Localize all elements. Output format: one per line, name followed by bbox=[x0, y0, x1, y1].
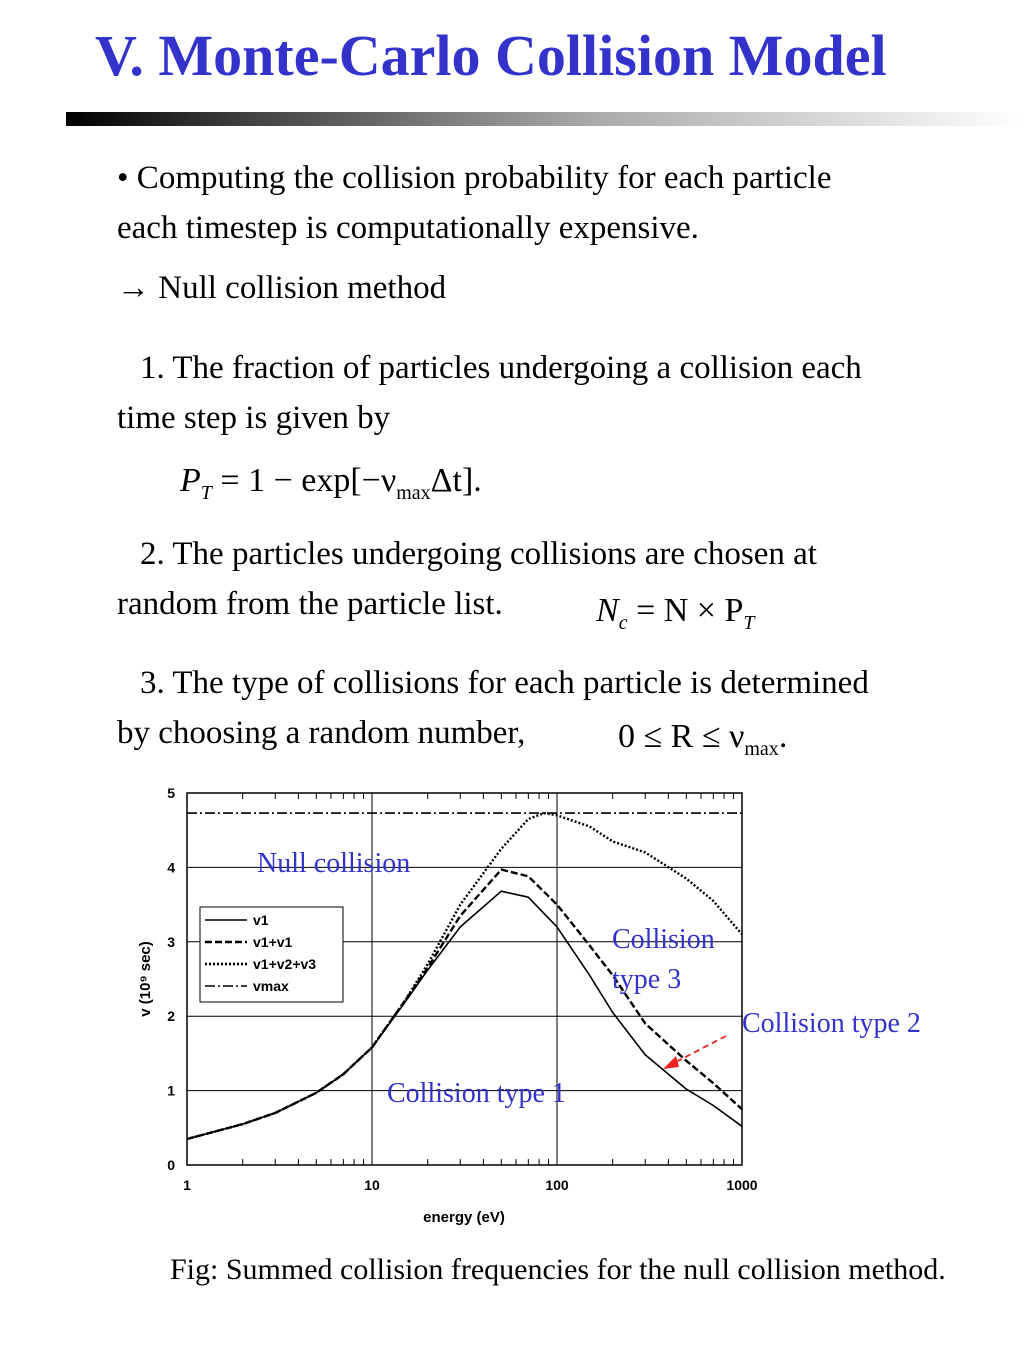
x-tick-label: 100 bbox=[545, 1177, 569, 1193]
annotation-collision-type-2: Collision type 2 bbox=[742, 1008, 921, 1039]
bullet-1-line-1: • Computing the collision probability for each particle bbox=[117, 160, 832, 196]
figure-caption: Fig: Summed collision frequencies for the null collision method. bbox=[170, 1253, 946, 1286]
chart-legend bbox=[200, 907, 343, 1002]
annotation-collision-type-3: Collision type 3 bbox=[612, 924, 715, 995]
null-collision-method-line: → Null collision method bbox=[117, 270, 447, 306]
annotation-collision-type-1: Collision type 1 bbox=[387, 1078, 566, 1109]
annotation-null-collision: Null collision bbox=[257, 848, 411, 879]
step-3-line-1: 3. The type of collisions for each particle is determined bbox=[140, 665, 869, 701]
x-tick-label: 10 bbox=[364, 1177, 380, 1193]
x-tick-label: 1 bbox=[183, 1177, 191, 1193]
random-number-inequality: $0 \le R \le \nu_{max}$. bbox=[618, 718, 788, 760]
legend-label: v1+v1 bbox=[253, 934, 293, 950]
probability-equation: $P_T = 1 - \exp[-\nu_{max}\Delta t]$. bbox=[180, 462, 482, 504]
step-2-line-1: 2. The particles undergoing collisions are chosen at bbox=[140, 536, 817, 572]
y-tick-label: 4 bbox=[167, 859, 175, 876]
legend-label: v1 bbox=[253, 912, 269, 928]
slide-title: V. Monte-Carlo Collision Model bbox=[95, 23, 887, 88]
collision-count-equation: $N_c = N \times P_T$ bbox=[596, 592, 755, 634]
y-tick-label: 1 bbox=[167, 1082, 175, 1099]
step-1-line-1: 1. The fraction of particles undergoing a collision each bbox=[140, 350, 862, 386]
legend-label: v1+v2+v3 bbox=[253, 956, 317, 972]
legend-label: vmax bbox=[253, 978, 289, 994]
bullet-1-line-2: each timestep is computationally expensive. bbox=[117, 210, 699, 246]
x-axis-label: energy (eV) bbox=[423, 1209, 505, 1226]
collision-type-2-arrow bbox=[663, 1036, 726, 1069]
step-3-line-2: by choosing a random number, bbox=[117, 715, 526, 751]
title-rule bbox=[66, 112, 1024, 126]
y-tick-label: 2 bbox=[167, 1008, 175, 1025]
y-tick-label: 5 bbox=[167, 785, 175, 801]
y-tick-label: 0 bbox=[167, 1157, 175, 1173]
y-axis-label: v (10⁹ sec) bbox=[137, 941, 154, 1017]
x-tick-label: 1000 bbox=[726, 1177, 758, 1193]
step-1-line-2: time step is given by bbox=[117, 400, 391, 436]
y-tick-label: 3 bbox=[167, 933, 175, 950]
step-2-line-2: random from the particle list. bbox=[117, 586, 503, 622]
collision-frequency-chart bbox=[0, 770, 1024, 1240]
